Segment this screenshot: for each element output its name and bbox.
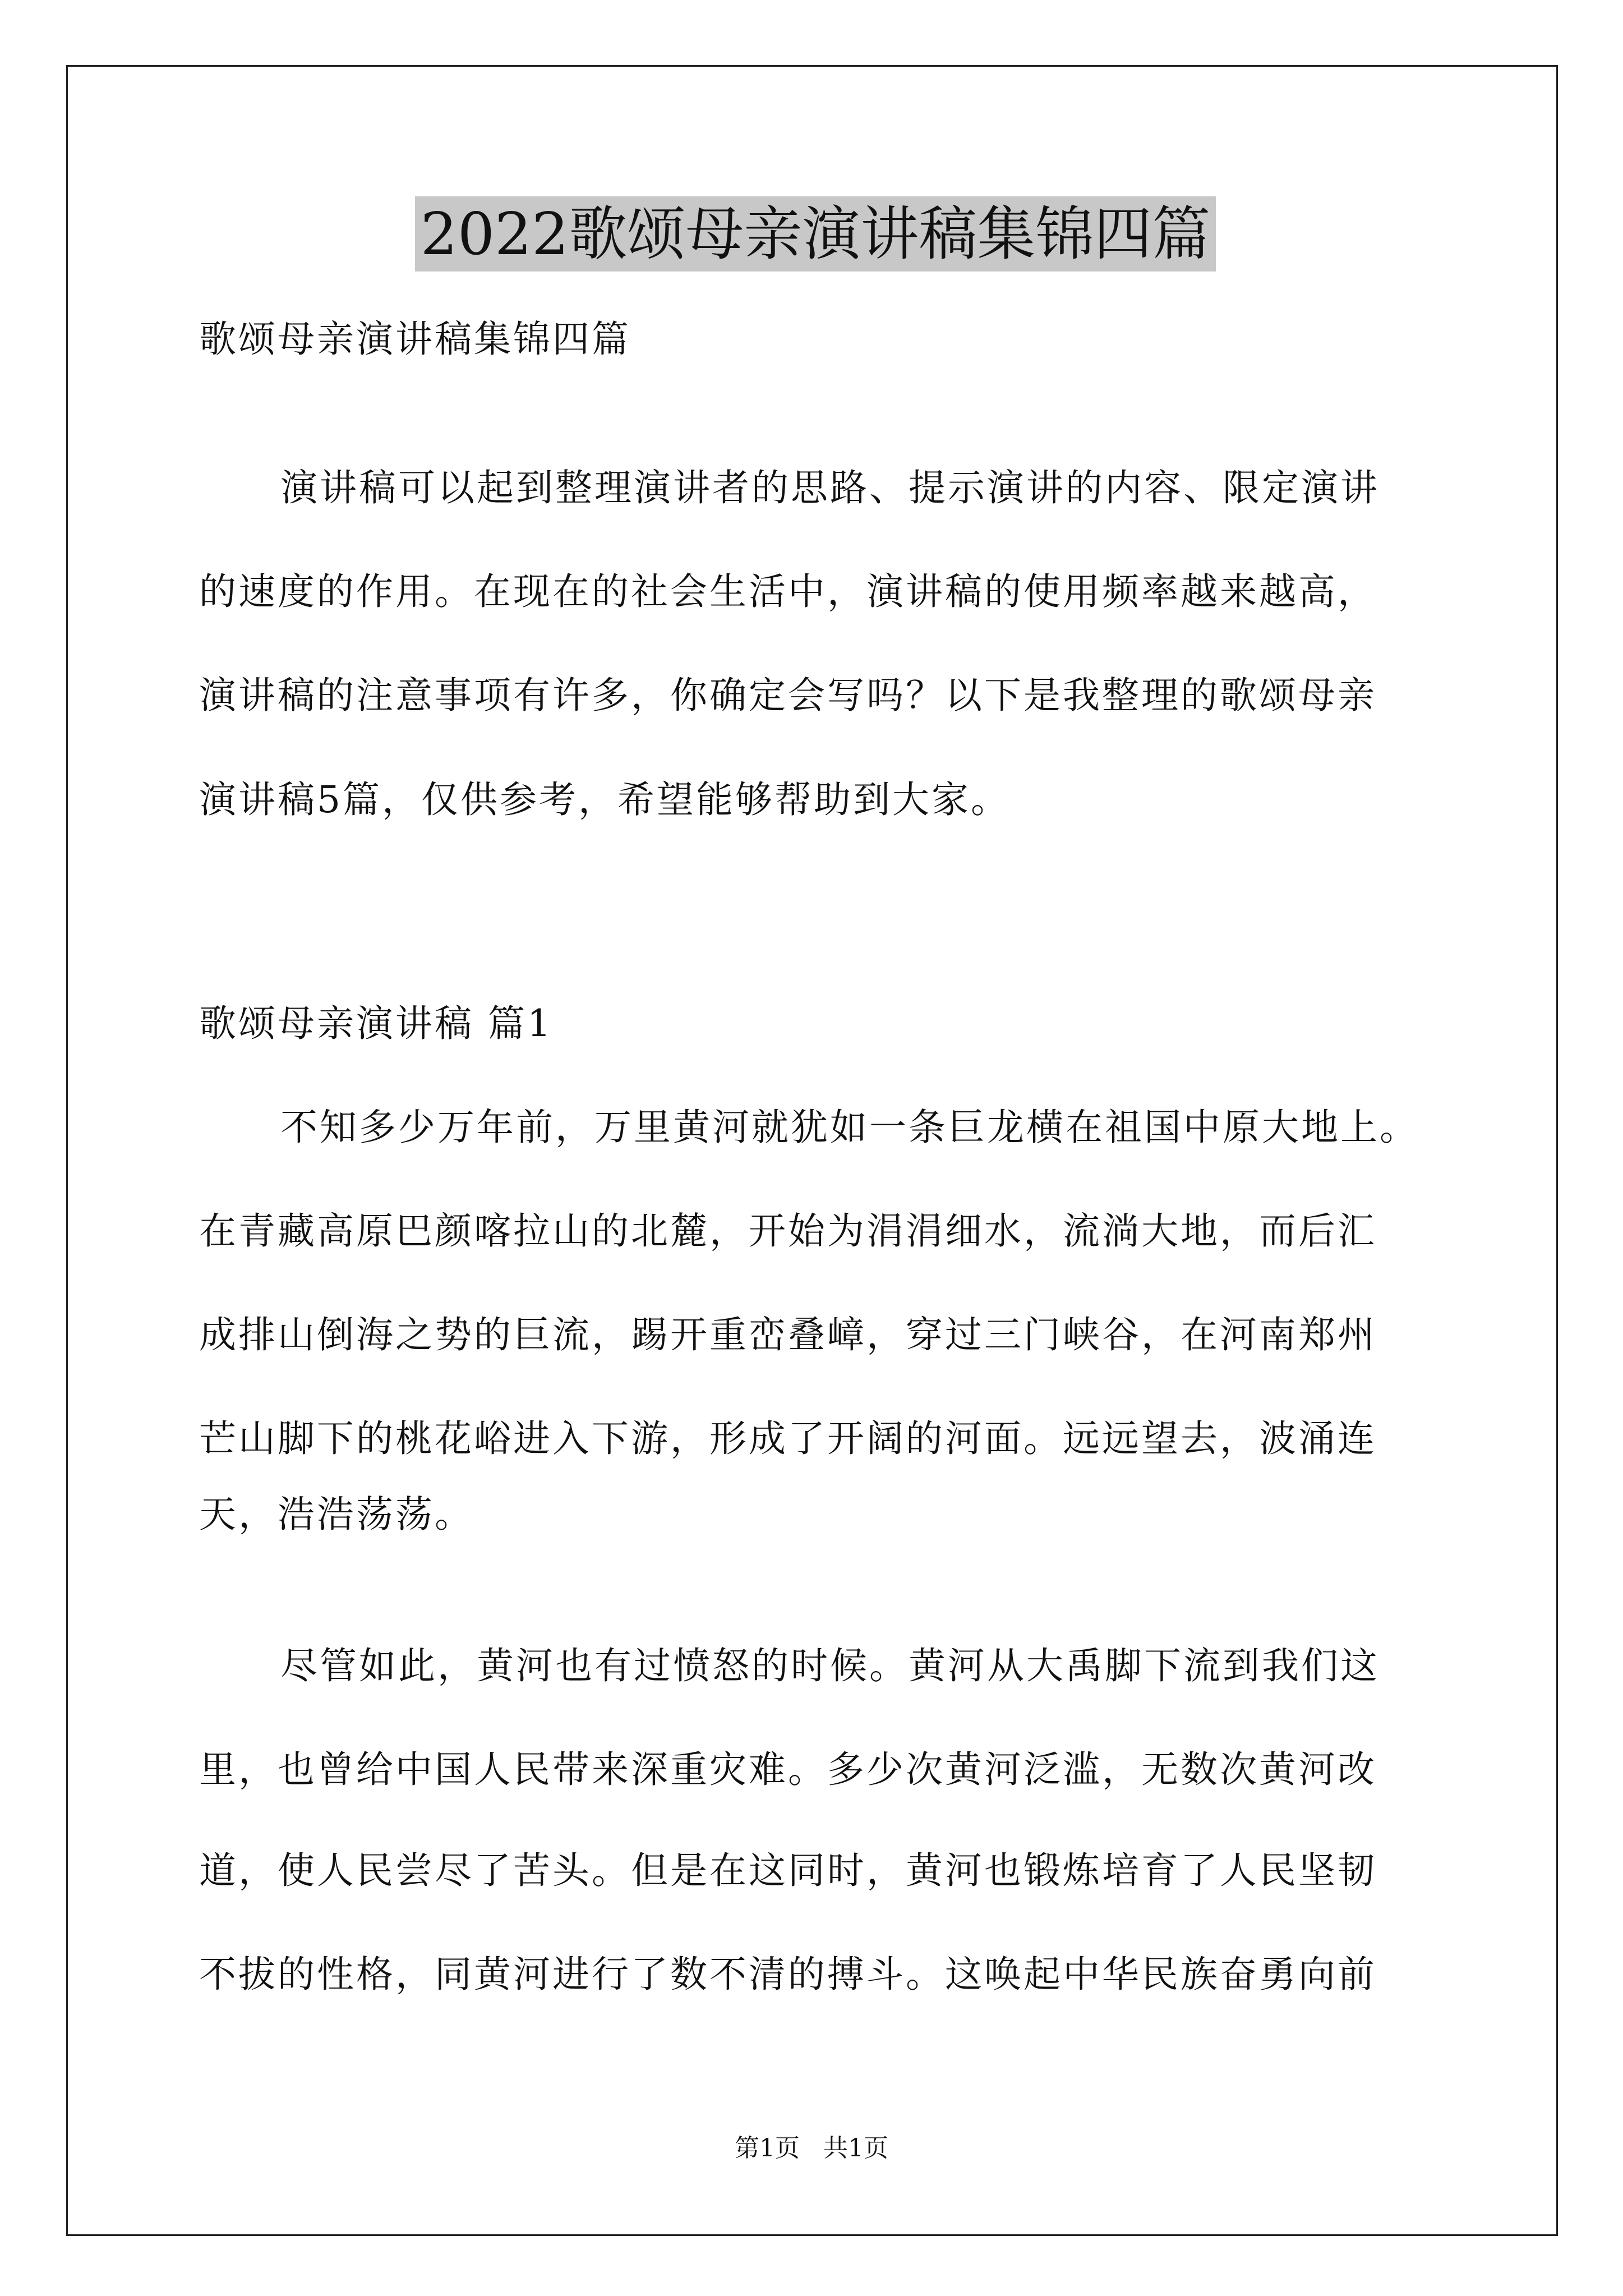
- paragraph-line: 成排山倒海之势的巨流，踢开重峦叠嶂，穿过三门峡谷，在河南郑州: [199, 1313, 1377, 1356]
- document-subtitle: 歌颂母亲演讲稿集锦四篇: [199, 318, 631, 361]
- paragraph-line: 不知多少万年前，万里黄河就犹如一条巨龙横在祖国中原大地上。: [280, 1106, 1419, 1149]
- intro-line: 演讲稿的注意事项有许多，你确定会写吗？以下是我整理的歌颂母亲: [199, 674, 1377, 717]
- section-heading: 歌颂母亲演讲稿 篇1: [199, 1002, 553, 1045]
- paragraph-line: 不拔的性格，同黄河进行了数不清的搏斗。这唤起中华民族奋勇向前: [199, 1953, 1377, 1996]
- intro-line: 的速度的作用。在现在的社会生活中，演讲稿的使用频率越来越高，: [199, 570, 1377, 613]
- document-title: 2022歌颂母亲演讲稿集锦四篇: [415, 196, 1216, 272]
- paragraph-line: 芒山脚下的桃花峪进入下游，形成了开阔的河面。远远望去，波涌连: [199, 1417, 1377, 1460]
- page-footer: 第1页 共1页: [735, 2134, 888, 2162]
- intro-line: 演讲稿5篇，仅供参考，希望能够帮助到大家。: [199, 778, 1010, 821]
- paragraph-line: 里，也曾给中国人民带来深重灾难。多少次黄河泛滥，无数次黄河改: [199, 1748, 1377, 1791]
- paragraph-line: 道，使人民尝尽了苦头。但是在这同时，黄河也锻炼培育了人民坚韧: [199, 1849, 1377, 1892]
- paragraph-line: 天，浩浩荡荡。: [199, 1493, 474, 1536]
- paragraph-line: 在青藏高原巴颜喀拉山的北麓，开始为涓涓细水，流淌大地，而后汇: [199, 1209, 1377, 1253]
- paragraph-line: 尽管如此，黄河也有过愤怒的时候。黄河从大禹脚下流到我们这: [280, 1644, 1380, 1687]
- intro-line: 演讲稿可以起到整理演讲者的思路、提示演讲的内容、限定演讲: [280, 466, 1380, 509]
